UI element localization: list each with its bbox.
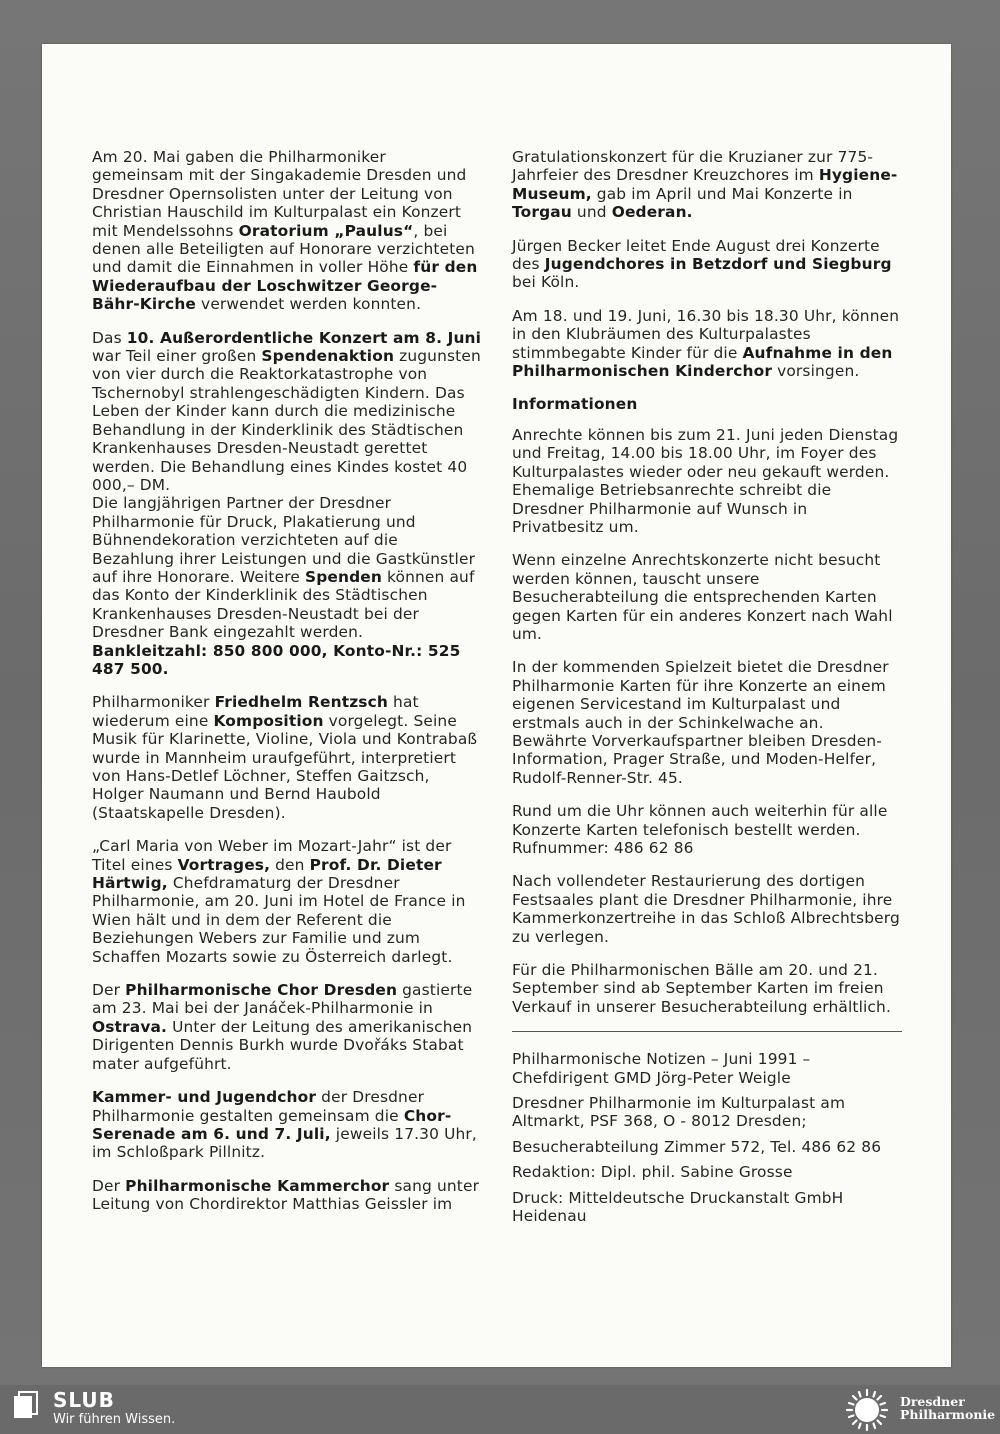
paragraph-kammerchor: Der Philharmonische Kammerchor sang unter Leitung von Chordirektor Matthias Geissler im	[92, 1176, 480, 1214]
colophon-line: Dresdner Philharmonie im Kulturpalast am Altmarkt, PSF 368, O - 8012 Dresden;	[512, 1094, 846, 1131]
paragraph-anrechte: Anrechte können bis zum 21. Juni jeden Dienstag und Freitag, 14.00 bis 18.00 Uhr, im Foyer des Kulturpalastes wieder oder neu gekauft werden. Ehemalige Betriebsanrechte schreibt die Dresdner Philharmonie auf Wunsch in Privatbesitz um.	[512, 425, 899, 536]
paragraph-albrechtsberg: Nach vollendeter Restaurierung des dortigen Festsaales plant die Dresdner Philharmonie, ihre Kammerkonzertreihe in das Schloß Albrechtsberg zu verlegen.	[512, 872, 900, 946]
paragraph-kreuzchor: Gratulationskonzert für die Kruzianer zur 775-Jahrfeier des Dresdner Kreuzchores im Hygiene-Museum, gab im April und Mai Konzerte in Torgau und Oederan.	[512, 148, 898, 222]
paragraph-paulus: Am 20. Mai gaben die Philharmoniker gemeinsam mit der Singakademie Dresden und Dresdner Opernsolisten unter der Leitung von Christian Hauschild im Kulturpalast ein Konzert mit Mendelssohns Oratorium „Paulus“, bei denen alle Beteiligten auf Honorare verzichteten und damit die Einnahmen in voller Höhe für den Wiederaufbau der Loschwitzer George-Bähr-Kirche verwendet werden konnten.	[92, 148, 478, 314]
paragraph-servicestand: In der kommenden Spielzeit bietet die Dresdner Philharmonie Karten für ihre Konzerte an einem eigenen Servicestand im Kulturpalast und erstmals auch in der Schinkelwache an. Bewährte Vorverkaufspartner bleiben Dresden-Information, Prager Straße, und Moden-Helfer, Rudolf-Renner-Str. 45.	[512, 658, 889, 787]
paragraph-spenden-konto: Die langjährigen Partner der Dresdner Philharmonie für Druck, Plakatierung und Bühnendekoration verzichteten auf die Bezahlung ihrer Leistungen und die Gastkünstler auf ihre Honorare. Weitere Spenden können auf das Konto der Kinderklinik des Städtischen Krankenhauses Dresden-Neustadt bei der Dresdner Bank eingezahlt werden. Bankleitzahl: 850 800 000, Konto-Nr.: 525 487 500.	[92, 494, 476, 678]
paragraph-chor-serenade: Kammer- und Jugendchor der Dresdner Philharmonie gestalten gemeinsam die Chor-Serenade am 6. und 7. Juli, jeweils 17.30 Uhr, im Schloßpark Pillnitz.	[92, 1088, 477, 1162]
paragraph-chor-ostrava: Der Philharmonische Chor Dresden gastierte am 23. Mai bei der Janáček-Philharmonie in Ostrava. Unter der Leitung des amerikanischen Dirigenten Dennis Burkh wurde Dvořáks Stabat mater aufgeführt.	[92, 981, 473, 1073]
paragraph-umtausch: Wenn einzelne Anrechtskonzerte nicht besucht werden können, tauscht unsere Besucherabteilung die entsprechenden Karten gegen Karten für ein anderes Konzert nach Wahl um.	[512, 551, 893, 643]
left-column	[92, 148, 482, 1229]
partner-line-1: Dresdner	[900, 1394, 965, 1409]
slub-name[interactable]: SLUB	[53, 1388, 115, 1412]
slub-tagline: Wir führen Wissen.	[53, 1412, 176, 1427]
paragraph-komposition: Philharmoniker Friedhelm Rentzsch hat wiederum eine Komposition vorgelegt. Seine Musik für Klarinette, Violine, Viola und Kontrabaß wurde in Mannheim uraufgeführt, interpretiert von Hans-Detlef Löchner, Steffen Gaitzsch, Holger Naumann und Bernd Haubold (Staatskapelle Dresden).	[92, 693, 478, 822]
section-heading-informationen: Informationen	[512, 395, 638, 414]
dresdner-philharmonie-name[interactable]	[900, 1395, 996, 1421]
dresdner-philharmonie-logo-icon[interactable]	[842, 1388, 892, 1432]
slub-logo-icon[interactable]	[12, 1390, 42, 1420]
partner-line-2: Philharmonie	[900, 1407, 996, 1422]
right-column	[512, 148, 902, 1233]
paragraph-vortrag: „Carl Maria von Weber im Mozart-Jahr“ ist der Titel eines Vortrages, den Prof. Dr. Dieter Härtwig, Chefdramaturg der Dresdner Philharmonie, am 20. Juni im Hotel de France in Wien hält und in dem der Referent die Beziehungen Webers zur Familie und zum Schaffen Mozarts sowie zu Österreich darlegt.	[92, 837, 466, 966]
colophon-line: Philharmonische Notizen – Juni 1991 – Chefdirigent GMD Jörg-Peter Weigle	[512, 1050, 811, 1087]
paragraph-spendenaktion: Das 10. Außerordentliche Konzert am 8. Juni war Teil einer großen Spendenaktion zugunsten von vier durch die Reaktorkatastrophe von Tschernobyl strahlengeschädigten Kindern. Das Leben der Kinder kann durch die medizinische Behandlung in der Kinderklinik des Städtischen Krankenhauses Dresden-Neustadt gerettet werden. Die Behandlung eines Kindes kostet 40 000,– DM.	[92, 328, 482, 494]
colophon-line: Besucherabteilung Zimmer 572, Tel. 486 62 86	[512, 1137, 882, 1156]
divider-rule	[512, 1031, 902, 1032]
paragraph-kinderchor: Am 18. und 19. Juni, 16.30 bis 18.30 Uhr, können in den Klubräumen des Kulturpalastes stimmbegabte Kinder für die Aufnahme in den Philharmonischen Kinderchor vorsingen.	[512, 306, 900, 381]
paragraph-jugendchor: Jürgen Becker leitet Ende August drei Konzerte des Jugendchores in Betzdorf und Siegburg bei Köln.	[512, 236, 892, 292]
colophon	[512, 1050, 902, 1225]
document-page	[42, 44, 951, 1367]
colophon-line: Redaktion: Dipl. phil. Sabine Grosse	[512, 1163, 793, 1182]
colophon-line: Druck: Mitteldeutsche Druckanstalt GmbH Heidenau	[512, 1188, 844, 1226]
paragraph-baelle: Für die Philharmonischen Bälle am 20. und 21. September sind ab September Karten im freien Verkauf in unserer Besucherabteilung erhältlich.	[512, 961, 891, 1016]
paragraph-telefon: Rund um die Uhr können auch weiterhin für alle Konzerte Karten telefonisch bestellt werden. Rufnummer: 486 62 86	[512, 802, 888, 857]
viewer-footer-bar	[0, 1385, 1000, 1434]
